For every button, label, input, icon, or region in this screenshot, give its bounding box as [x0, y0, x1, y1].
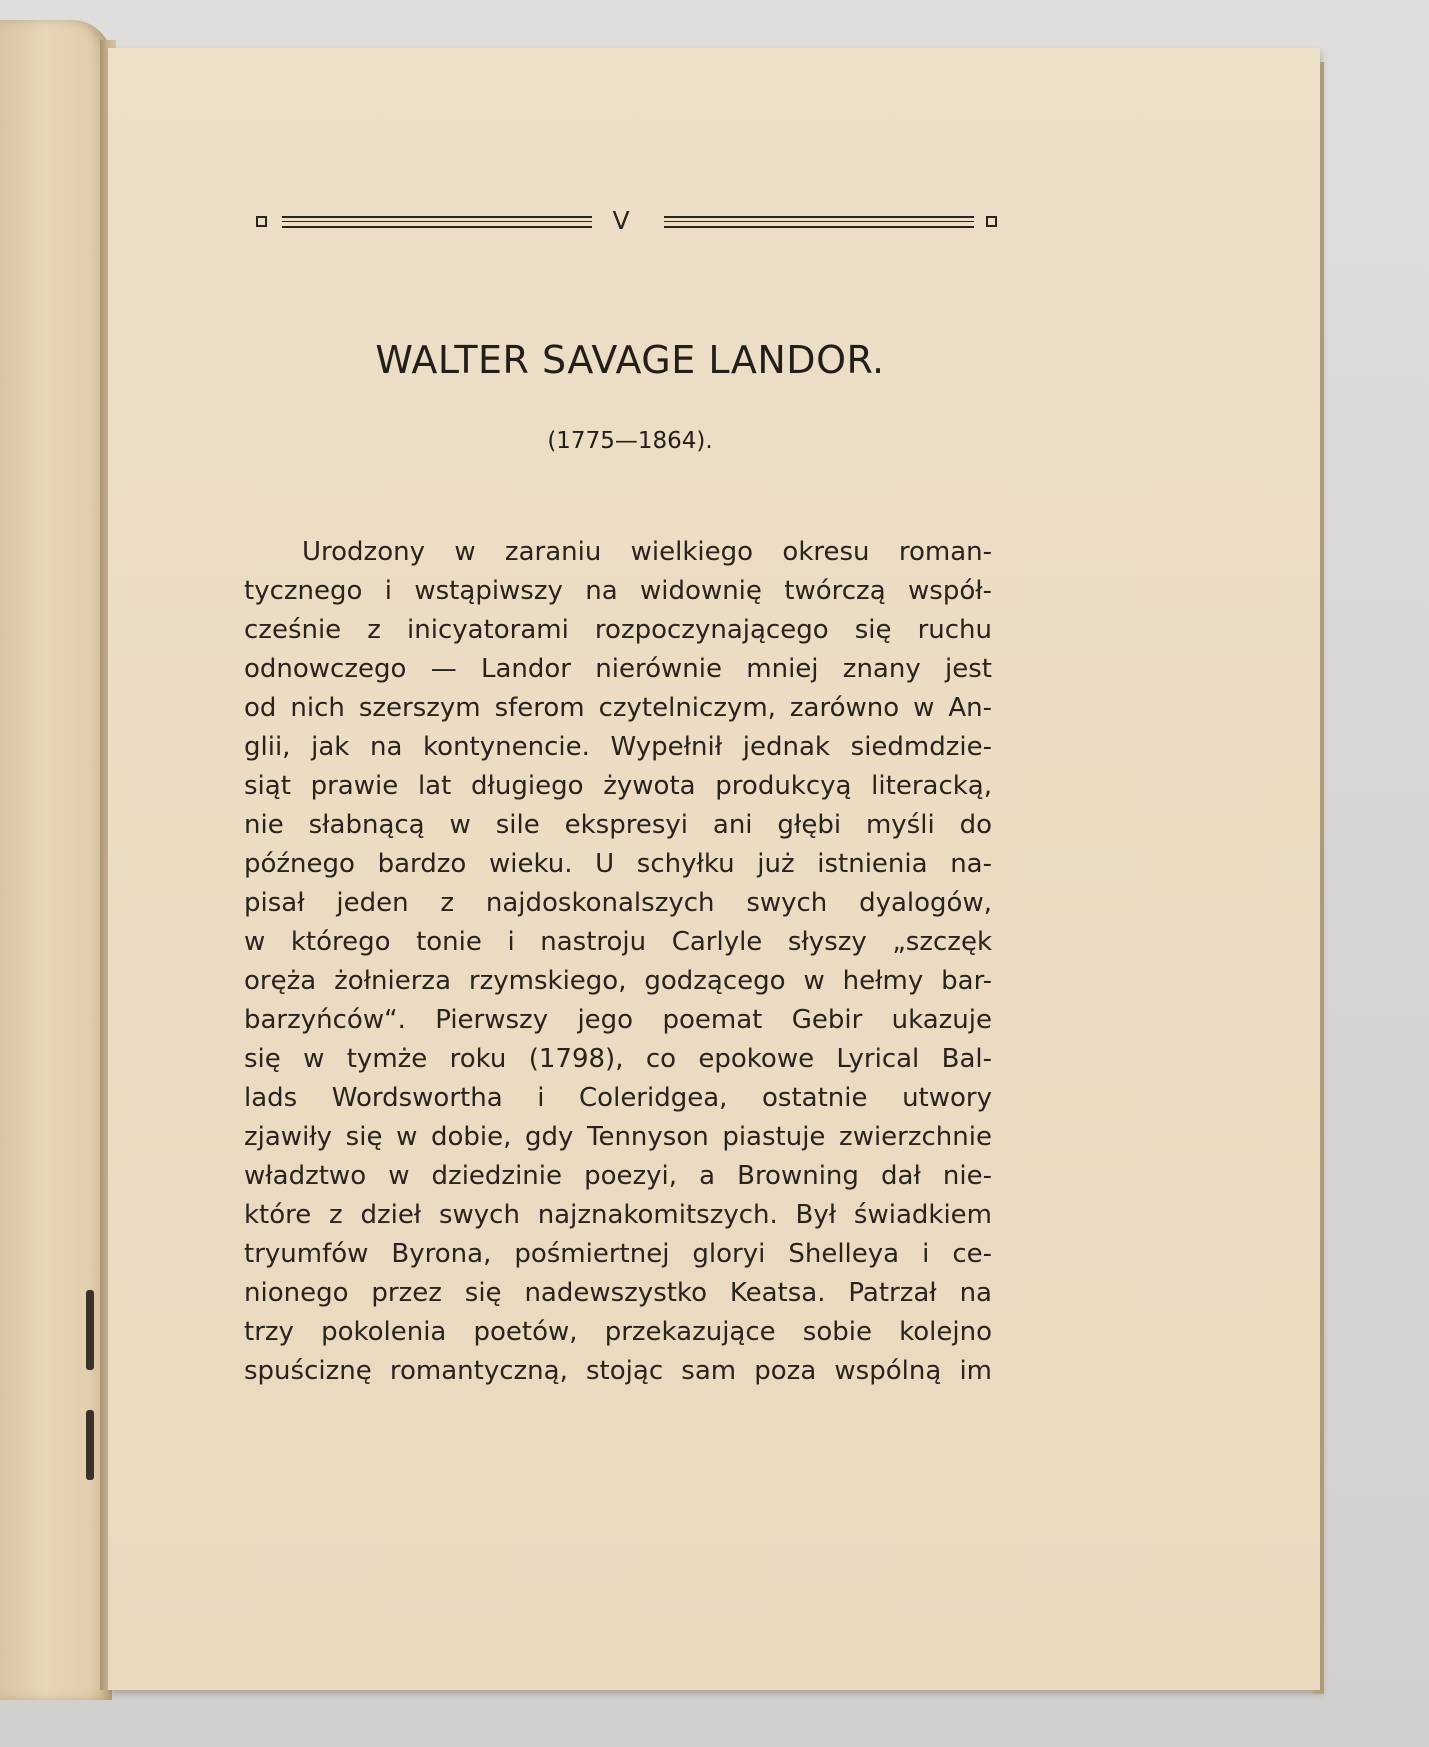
binding-thread: [86, 1410, 94, 1480]
left-page-edge: [0, 20, 112, 1700]
text-line: nie słabnącą w sile ekspresyi ani głębi myśli do: [244, 810, 992, 840]
ornament-rule-right: [664, 216, 974, 228]
text-line: siąt prawie lat długiego żywota produkcyą literacką,: [244, 771, 992, 801]
text-line: spuściznę romantyczną, stojąc sam poza wspólną im: [244, 1356, 992, 1386]
text-line: się w tymże roku (1798), co epokowe Lyrical Bal-: [244, 1044, 992, 1074]
text-line: barzyńców“. Pierwszy jego poemat Gebir ukazuje: [244, 1005, 992, 1035]
chapter-numeral: V: [612, 206, 630, 235]
text-line: Urodzony w zaraniu wielkiego okresu roman-: [302, 537, 992, 567]
chapter-dates: (1775—1864).: [547, 428, 713, 454]
text-line: tycznego i wstąpiwszy na widownię twórczą współ-: [244, 576, 992, 606]
text-line: które z dzieł swych najznakomitszych. Był świadkiem: [244, 1200, 992, 1230]
text-line: od nich szerszym sferom czytelniczym, zarówno w An-: [244, 693, 992, 723]
text-line: pisał jeden z najdoskonalszych swych dyalogów,: [244, 888, 992, 918]
text-line: nionego przez się nadewszystko Keatsa. Patrzał na: [244, 1278, 992, 1308]
text-line: cześnie z inicyatorami rozpoczynającego się ruchu: [244, 615, 992, 645]
text-line: w którego tonie i nastroju Carlyle słyszy „szczęk: [244, 927, 992, 957]
ornament-square-right: [986, 216, 997, 227]
text-line: władztwo w dziedzinie poezyi, a Browning dał nie-: [244, 1161, 992, 1191]
text-line: odnowczego — Landor nierównie mniej znany jest: [244, 654, 992, 684]
ornament-rule-left: [282, 216, 592, 228]
text-line: zjawiły się w dobie, gdy Tennyson piastuje zwierzchnie: [244, 1122, 992, 1152]
text-line: glii, jak na kontynencie. Wypełnił jednak siedmdzie-: [244, 732, 992, 762]
chapter-title: WALTER SAVAGE LANDOR.: [375, 338, 885, 382]
text-line: oręża żołnierza rzymskiego, godzącego w hełmy bar-: [244, 966, 992, 996]
header-ornament: [256, 208, 1004, 238]
ornament-square-left: [256, 216, 267, 227]
text-line: tryumfów Byrona, pośmiertnej gloryi Shelleya i ce-: [244, 1239, 992, 1269]
text-line: trzy pokolenia poetów, przekazujące sobie kolejno: [244, 1317, 992, 1347]
text-line: późnego bardzo wieku. U schyłku już istnienia na-: [244, 849, 992, 879]
body-paragraph: [244, 533, 992, 1391]
binding-thread: [86, 1290, 94, 1370]
text-line: lads Wordswortha i Coleridgea, ostatnie utwory: [244, 1083, 992, 1113]
